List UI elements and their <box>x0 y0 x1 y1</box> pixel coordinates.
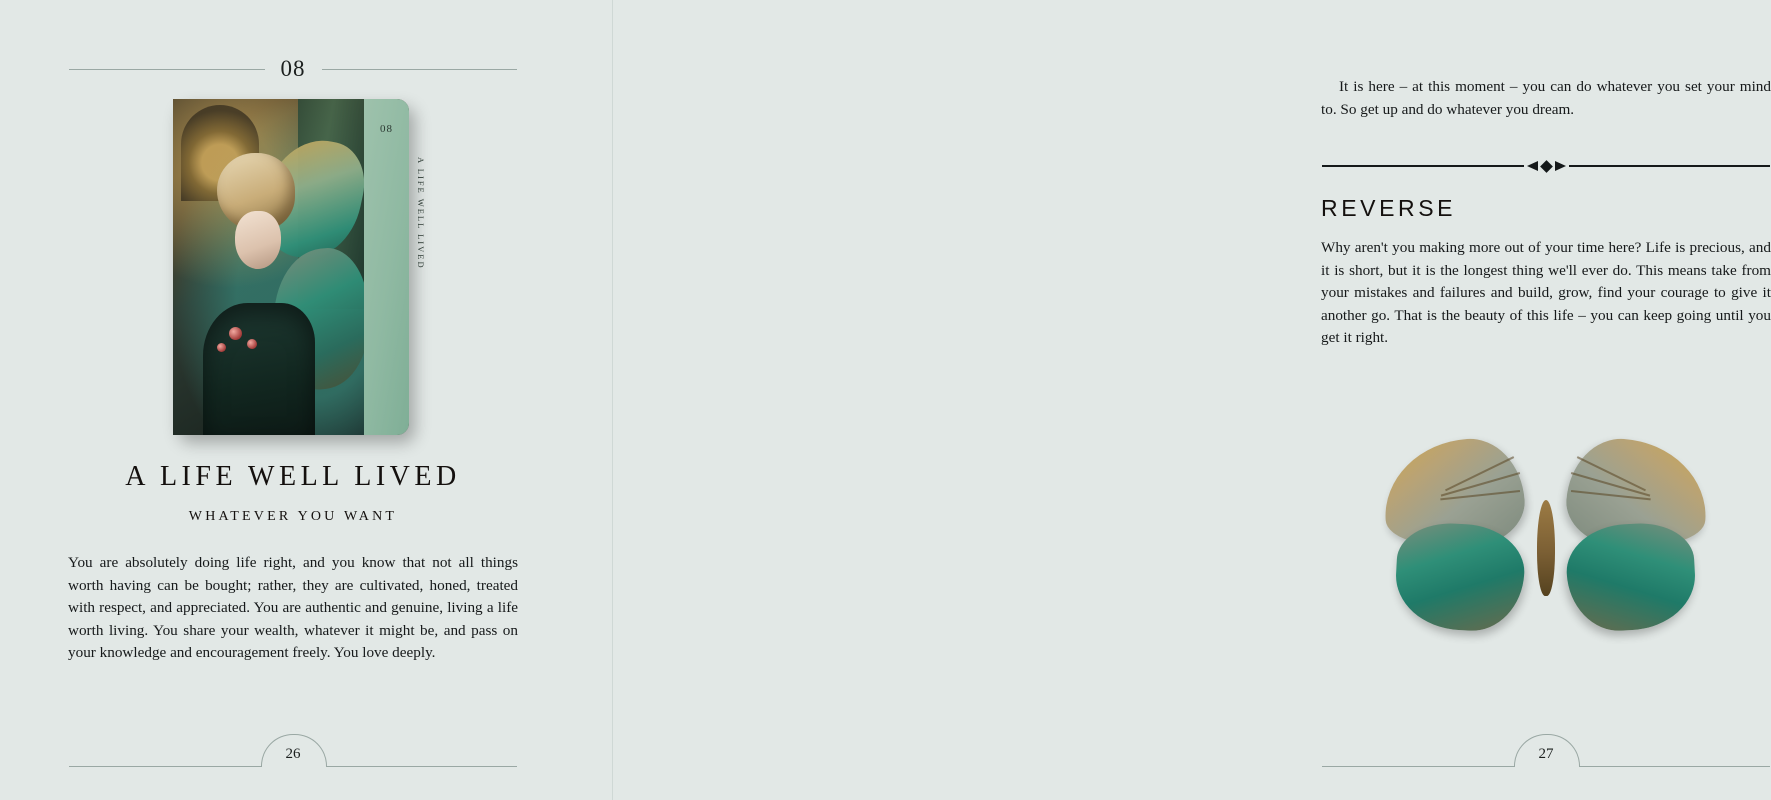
ornament-triangle-left-icon <box>1527 161 1538 171</box>
page-number-left: 26 <box>285 746 301 762</box>
chapter-header <box>69 56 517 82</box>
section-divider-ornament <box>1322 158 1770 174</box>
page-title: A LIFE WELL LIVED <box>125 461 461 492</box>
ornament-triangle-right-icon <box>1555 161 1566 171</box>
wing-body <box>1537 500 1555 596</box>
right-page <box>613 0 1771 800</box>
butterfly-wings-illustration <box>1373 438 1718 648</box>
wing-right-lower <box>1564 521 1697 634</box>
left-body-text: You are absolutely doing life right, and you know that not all things worth having can be bought; rather, they are cultivated, honed, treated with respect, and appreciated. You are authentic and genuine, living a life worth living. You share your wealth, whatever it might be, and pass on your knowledge and encouragement freely. You love deeply. <box>68 554 518 662</box>
right-body-text: Why aren't you making more out of your time here? Life is precious, and it is short, but it is the longest thing we'll ever do. This means take from your mistakes and failures and build, grow, find your courage to give it another go. That is the beauty of this life – you can keep going until you get it right. <box>1321 239 1771 347</box>
wing-left <box>1378 438 1538 638</box>
artwork-face <box>235 211 281 269</box>
chapter-number: 08 <box>280 56 306 81</box>
card-face <box>173 99 426 435</box>
wing-left-lower <box>1393 521 1526 634</box>
tarot-card <box>173 99 426 435</box>
ornament-rule-right <box>1569 165 1771 167</box>
card-artwork <box>173 99 364 435</box>
artwork-jewel-1 <box>229 327 242 340</box>
wing-right <box>1553 438 1713 638</box>
page-subtitle: WHATEVER YOU WANT <box>188 509 398 524</box>
page-number-right: 27 <box>1538 746 1554 762</box>
card-spine <box>364 99 426 435</box>
ornament-diamond-icon <box>1540 160 1553 173</box>
artwork-jewel-2 <box>247 339 257 349</box>
ornament-center <box>1524 161 1569 171</box>
left-page-footer <box>69 731 517 767</box>
chapter-rule-left <box>69 69 265 70</box>
ornament-rule-left <box>1322 165 1524 167</box>
left-page <box>0 0 613 800</box>
card-spine-title: A LIFE WELL LIVED <box>416 157 426 270</box>
right-body-top-text: It is here – at this moment – you can do whatever you set your mind to. So get up and do whatever you dream. <box>1321 78 1771 118</box>
artwork-jewel-3 <box>217 343 226 352</box>
right-page-footer <box>1322 731 1770 767</box>
section-heading-reverse: REVERSE <box>1321 195 1457 221</box>
chapter-rule-right <box>322 69 518 70</box>
card-spine-number: 08 <box>380 123 393 135</box>
artwork-dress <box>203 303 315 435</box>
